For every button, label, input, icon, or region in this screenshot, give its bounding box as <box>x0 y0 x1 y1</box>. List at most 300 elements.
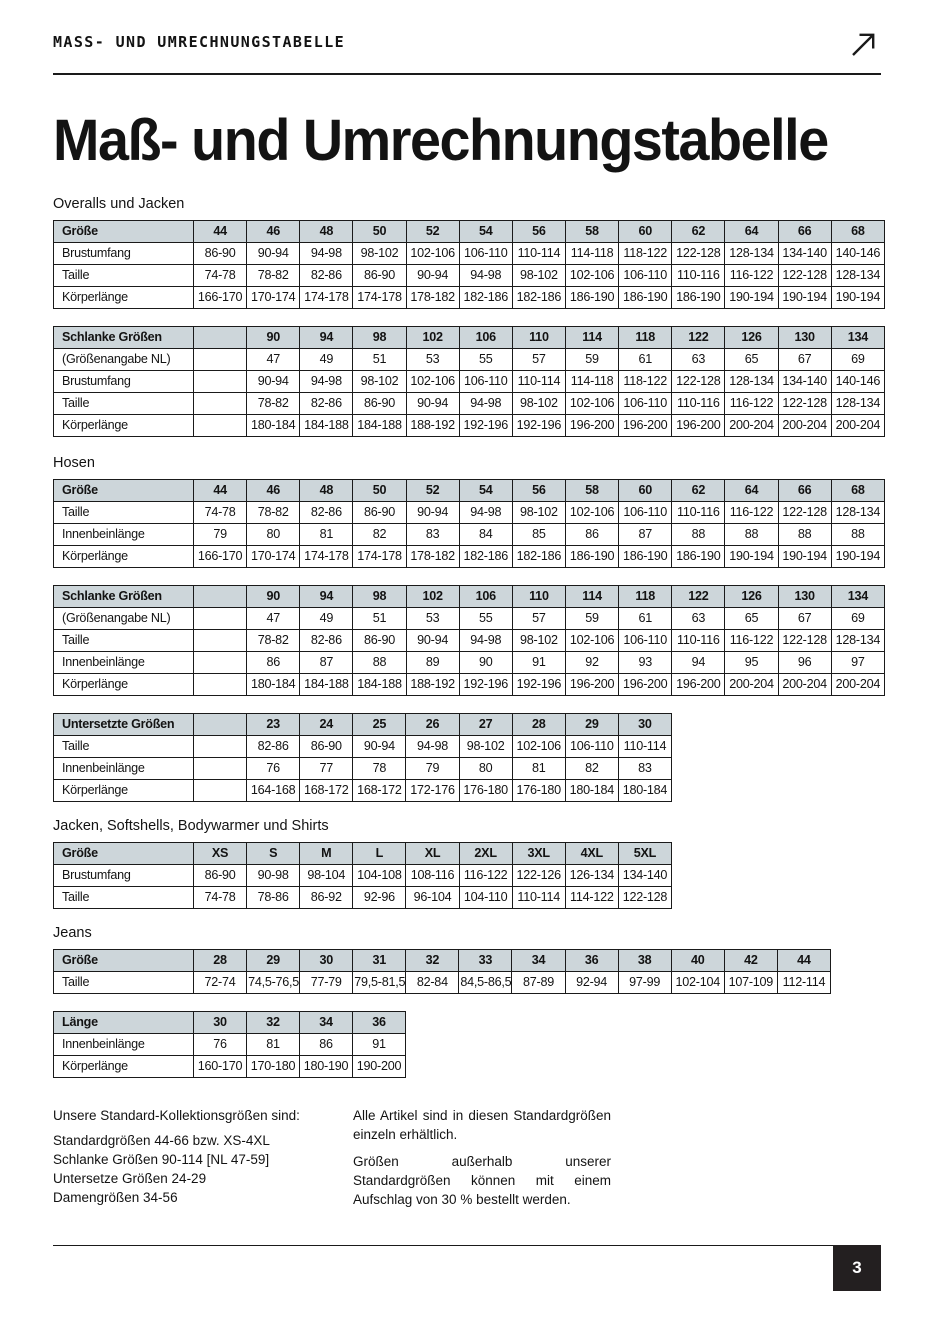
value-cell: 87 <box>300 651 353 673</box>
value-cell: 134-140 <box>778 370 831 392</box>
row-label-cell: Innenbeinlänge <box>54 1033 194 1055</box>
value-cell: 90-98 <box>247 864 300 886</box>
value-cell: 82-86 <box>300 501 353 523</box>
footer-notes <box>53 1106 881 1209</box>
value-cell: 91 <box>512 651 565 673</box>
footer-size-line: Damengrößen 34-56 <box>53 1189 178 1205</box>
size-column-header: 56 <box>512 479 565 501</box>
size-column-header: 29 <box>247 949 300 971</box>
size-column-header: 32 <box>406 949 459 971</box>
size-column-header: 58 <box>565 220 618 242</box>
value-cell: 97 <box>831 651 884 673</box>
value-cell: 88 <box>778 523 831 545</box>
size-column-header: 68 <box>831 479 884 501</box>
table-hosen-slim-sizes <box>53 585 885 696</box>
value-cell: 107-109 <box>724 971 777 993</box>
value-cell: 192-196 <box>459 414 512 436</box>
value-cell: 122-128 <box>672 242 725 264</box>
page-title: Maß- und Umrechnungstabelle <box>53 108 828 173</box>
size-column-header: 25 <box>353 713 406 735</box>
size-column-header: 122 <box>672 585 725 607</box>
value-cell: 91 <box>353 1033 406 1055</box>
size-column-header: 54 <box>459 479 512 501</box>
table-overalls-slim-sizes <box>53 326 885 437</box>
value-cell: 55 <box>459 348 512 370</box>
value-cell: 81 <box>300 523 353 545</box>
value-cell: 184-188 <box>353 673 406 695</box>
value-cell: 63 <box>672 607 725 629</box>
table-row <box>54 370 885 392</box>
row-label-cell: Taille <box>54 971 194 993</box>
table-row <box>54 651 885 673</box>
value-cell: 90-94 <box>247 242 300 264</box>
value-cell: 110-114 <box>618 735 671 757</box>
size-column-header: 50 <box>353 479 406 501</box>
value-cell: 128-134 <box>831 501 884 523</box>
value-cell: 116-122 <box>725 629 778 651</box>
value-cell: 78-86 <box>247 886 300 908</box>
value-cell: 80 <box>247 523 300 545</box>
value-cell: 51 <box>353 607 406 629</box>
value-cell: 98-102 <box>512 264 565 286</box>
value-cell: 98-102 <box>459 735 512 757</box>
size-column-header: 110 <box>512 585 565 607</box>
size-column-header: 3XL <box>512 842 565 864</box>
value-cell: 93 <box>619 651 672 673</box>
size-column-header: 58 <box>565 479 618 501</box>
row-label-header: Größe <box>54 949 194 971</box>
size-column-header: 40 <box>671 949 724 971</box>
size-column-header: 29 <box>565 713 618 735</box>
value-cell: 102-106 <box>565 264 618 286</box>
table-overalls-sizes <box>53 220 885 309</box>
table-jeans-sizes <box>53 949 831 994</box>
value-cell: 174-178 <box>300 286 353 308</box>
table-row <box>54 501 885 523</box>
header-rule <box>53 73 881 75</box>
size-column-header: XS <box>194 842 247 864</box>
value-cell: 182-186 <box>512 286 565 308</box>
table-row <box>54 286 885 308</box>
size-column-header: 68 <box>831 220 884 242</box>
value-cell: 188-192 <box>406 414 459 436</box>
value-cell: 87 <box>619 523 672 545</box>
size-column-header: 48 <box>300 479 353 501</box>
value-cell: 122-128 <box>778 392 831 414</box>
table-row <box>54 779 672 801</box>
value-cell <box>194 651 247 673</box>
value-cell: 122-126 <box>512 864 565 886</box>
size-column-header: 90 <box>247 326 300 348</box>
value-cell: 61 <box>619 348 672 370</box>
value-cell: 102-106 <box>512 735 565 757</box>
value-cell <box>194 779 247 801</box>
value-cell: 128-134 <box>831 629 884 651</box>
value-cell: 79 <box>406 757 459 779</box>
table-row <box>54 971 831 993</box>
row-label-header: Schlanke Größen <box>54 585 194 607</box>
size-column-header: 64 <box>725 479 778 501</box>
row-label-cell: Brustumfang <box>54 864 194 886</box>
value-cell: 90-94 <box>406 629 459 651</box>
value-cell: 192-196 <box>512 414 565 436</box>
value-cell: 98-102 <box>353 370 406 392</box>
table-row <box>54 673 885 695</box>
value-cell: 186-190 <box>672 545 725 567</box>
value-cell: 180-190 <box>300 1055 353 1077</box>
table-header-row <box>54 949 831 971</box>
value-cell: 86-90 <box>353 392 406 414</box>
value-cell: 114-118 <box>565 370 618 392</box>
size-column-header: 94 <box>300 585 353 607</box>
value-cell: 116-122 <box>725 264 778 286</box>
value-cell: 96 <box>778 651 831 673</box>
footer-intro: Unsere Standard-Kollektionsgrößen sind: <box>53 1107 300 1123</box>
value-cell <box>194 370 247 392</box>
table-row <box>54 886 672 908</box>
running-head: MASS- UND UMRECHNUNGSTABELLE <box>53 33 346 51</box>
table-jeans-lengths <box>53 1011 406 1078</box>
table-row <box>54 607 885 629</box>
value-cell: 88 <box>725 523 778 545</box>
size-column-header: 2XL <box>459 842 512 864</box>
table-row <box>54 864 672 886</box>
value-cell: 110-116 <box>672 501 725 523</box>
row-label-cell: Taille <box>54 735 194 757</box>
value-cell: 61 <box>619 607 672 629</box>
value-cell: 188-192 <box>406 673 459 695</box>
value-cell: 94-98 <box>459 264 512 286</box>
size-column-header: 118 <box>619 585 672 607</box>
value-cell: 104-110 <box>459 886 512 908</box>
value-cell: 86-90 <box>194 242 247 264</box>
size-column-header: 33 <box>459 949 512 971</box>
value-cell: 190-194 <box>831 286 884 308</box>
value-cell: 180-184 <box>247 673 300 695</box>
value-cell: 106-110 <box>619 392 672 414</box>
size-column-header: 118 <box>619 326 672 348</box>
value-cell: 92 <box>565 651 618 673</box>
row-label-cell: Körperlänge <box>54 1055 194 1077</box>
table-row <box>54 242 885 264</box>
value-cell: 81 <box>247 1033 300 1055</box>
value-cell <box>194 348 247 370</box>
size-column-header: 66 <box>778 220 831 242</box>
row-label-header: Größe <box>54 842 194 864</box>
value-cell: 86-90 <box>353 264 406 286</box>
section-label-jeans: Jeans <box>53 924 92 941</box>
value-cell: 84,5-86,5 <box>459 971 512 993</box>
footer-rule <box>53 1245 881 1246</box>
footer-note: Alle Artikel sind in diesen Standardgrößen einzeln erhältlich. <box>353 1107 611 1142</box>
value-cell: 180-184 <box>618 779 671 801</box>
size-column-header: 48 <box>300 220 353 242</box>
value-cell: 134-140 <box>778 242 831 264</box>
value-cell: 190-194 <box>725 545 778 567</box>
value-cell: 86-90 <box>353 629 406 651</box>
value-cell: 57 <box>512 348 565 370</box>
value-cell: 90-94 <box>406 501 459 523</box>
value-cell: 98-104 <box>300 864 353 886</box>
size-column-header: 94 <box>300 326 353 348</box>
value-cell: 200-204 <box>778 414 831 436</box>
value-cell: 82-86 <box>300 264 353 286</box>
row-label-cell: Taille <box>54 886 194 908</box>
value-cell: 184-188 <box>353 414 406 436</box>
value-cell: 90-94 <box>247 370 300 392</box>
value-cell: 74-78 <box>194 264 247 286</box>
table-hosen-sizes <box>53 479 885 568</box>
size-column-header <box>194 713 247 735</box>
value-cell: 182-186 <box>512 545 565 567</box>
value-cell: 77 <box>300 757 353 779</box>
value-cell: 118-122 <box>619 242 672 264</box>
table-row <box>54 348 885 370</box>
value-cell: 110-114 <box>512 886 565 908</box>
size-column-header: 106 <box>459 326 512 348</box>
value-cell: 200-204 <box>725 673 778 695</box>
value-cell: 122-128 <box>672 370 725 392</box>
value-cell: 104-108 <box>353 864 406 886</box>
value-cell: 82 <box>565 757 618 779</box>
table-row <box>54 1033 406 1055</box>
row-label-cell: Brustumfang <box>54 370 194 392</box>
value-cell: 76 <box>194 1033 247 1055</box>
value-cell: 106-110 <box>459 370 512 392</box>
value-cell: 90 <box>459 651 512 673</box>
footer-right-column <box>353 1106 611 1209</box>
section-label-jacken: Jacken, Softshells, Bodywarmer und Shirts <box>53 817 329 834</box>
value-cell: 122-128 <box>778 501 831 523</box>
value-cell: 184-188 <box>300 673 353 695</box>
value-cell: 85 <box>512 523 565 545</box>
size-column-header: 62 <box>672 220 725 242</box>
size-column-header: 28 <box>194 949 247 971</box>
value-cell: 78-82 <box>247 392 300 414</box>
value-cell: 122-128 <box>618 886 671 908</box>
value-cell: 196-200 <box>619 414 672 436</box>
value-cell <box>194 392 247 414</box>
value-cell: 102-106 <box>406 370 459 392</box>
value-cell: 65 <box>725 348 778 370</box>
value-cell: 86 <box>247 651 300 673</box>
value-cell: 190-200 <box>353 1055 406 1077</box>
value-cell: 92-96 <box>353 886 406 908</box>
value-cell: 200-204 <box>831 414 884 436</box>
value-cell: 47 <box>247 607 300 629</box>
size-column-header <box>194 326 247 348</box>
value-cell: 116-122 <box>459 864 512 886</box>
value-cell: 102-106 <box>406 242 459 264</box>
size-column-header: 31 <box>353 949 406 971</box>
row-label-cell: Taille <box>54 501 194 523</box>
row-label-cell: Körperlänge <box>54 545 194 567</box>
value-cell: 79 <box>194 523 247 545</box>
page-header <box>53 0 881 62</box>
value-cell: 196-200 <box>565 414 618 436</box>
size-column-header: 24 <box>300 713 353 735</box>
value-cell: 140-146 <box>831 370 884 392</box>
value-cell: 82-86 <box>247 735 300 757</box>
size-column-header: 5XL <box>618 842 671 864</box>
size-column-header: 130 <box>778 326 831 348</box>
value-cell: 94-98 <box>459 501 512 523</box>
value-cell: 170-174 <box>247 286 300 308</box>
size-column-header: 50 <box>353 220 406 242</box>
table-row <box>54 414 885 436</box>
value-cell: 166-170 <box>194 545 247 567</box>
value-cell: 168-172 <box>353 779 406 801</box>
value-cell: 74-78 <box>194 501 247 523</box>
size-column-header: 122 <box>672 326 725 348</box>
value-cell: 134-140 <box>618 864 671 886</box>
value-cell: 88 <box>672 523 725 545</box>
value-cell: 186-190 <box>565 545 618 567</box>
table-hosen-stocky-sizes <box>53 713 672 802</box>
size-column-header: 60 <box>619 220 672 242</box>
value-cell: 178-182 <box>406 286 459 308</box>
value-cell: 196-200 <box>565 673 618 695</box>
size-column-header: 46 <box>247 220 300 242</box>
value-cell: 200-204 <box>725 414 778 436</box>
value-cell: 114-122 <box>565 886 618 908</box>
value-cell: 122-128 <box>778 264 831 286</box>
footer-size-list <box>53 1131 353 1207</box>
value-cell: 86-90 <box>194 864 247 886</box>
value-cell <box>194 757 247 779</box>
value-cell: 192-196 <box>459 673 512 695</box>
value-cell: 122-128 <box>778 629 831 651</box>
value-cell: 200-204 <box>831 673 884 695</box>
value-cell: 74,5-76,5 <box>247 971 300 993</box>
value-cell: 76 <box>247 757 300 779</box>
table-header-row <box>54 585 885 607</box>
row-label-cell: Innenbeinlänge <box>54 651 194 673</box>
size-column-header: 4XL <box>565 842 618 864</box>
value-cell: 174-178 <box>353 286 406 308</box>
value-cell: 166-170 <box>194 286 247 308</box>
size-column-header: 134 <box>831 326 884 348</box>
size-column-header: 44 <box>777 949 830 971</box>
size-column-header: 34 <box>512 949 565 971</box>
size-column-header: 27 <box>459 713 512 735</box>
value-cell: 190-194 <box>778 545 831 567</box>
value-cell: 106-110 <box>619 629 672 651</box>
size-column-header: 102 <box>406 585 459 607</box>
size-column-header: 64 <box>725 220 778 242</box>
section-label-hosen: Hosen <box>53 454 95 471</box>
value-cell: 110-114 <box>512 242 565 264</box>
value-cell: 94-98 <box>406 735 459 757</box>
value-cell: 170-174 <box>247 545 300 567</box>
value-cell <box>194 673 247 695</box>
value-cell: 106-110 <box>619 501 672 523</box>
size-column-header: 46 <box>247 479 300 501</box>
value-cell: 92-94 <box>565 971 618 993</box>
size-column-header: 28 <box>512 713 565 735</box>
value-cell: 186-190 <box>619 545 672 567</box>
size-column-header: 32 <box>247 1011 300 1033</box>
page-number-badge: 3 <box>833 1245 881 1291</box>
value-cell: 87-89 <box>512 971 565 993</box>
value-cell: 89 <box>406 651 459 673</box>
value-cell: 81 <box>512 757 565 779</box>
row-label-cell: (Größenangabe NL) <box>54 607 194 629</box>
size-column-header: 126 <box>725 585 778 607</box>
size-column-header: 130 <box>778 585 831 607</box>
value-cell: 57 <box>512 607 565 629</box>
value-cell: 110-116 <box>672 629 725 651</box>
size-column-header: 98 <box>353 326 406 348</box>
table-row <box>54 629 885 651</box>
value-cell: 164-168 <box>247 779 300 801</box>
row-label-cell: Körperlänge <box>54 779 194 801</box>
table-row <box>54 392 885 414</box>
value-cell: 186-190 <box>672 286 725 308</box>
row-label-cell: Taille <box>54 629 194 651</box>
size-column-header: 34 <box>300 1011 353 1033</box>
size-column-header: 90 <box>247 585 300 607</box>
value-cell: 128-134 <box>831 264 884 286</box>
value-cell <box>194 414 247 436</box>
value-cell: 116-122 <box>725 392 778 414</box>
size-column-header: 52 <box>406 220 459 242</box>
value-cell <box>194 607 247 629</box>
value-cell: 176-180 <box>459 779 512 801</box>
size-column-header: L <box>353 842 406 864</box>
value-cell: 78 <box>353 757 406 779</box>
value-cell: 192-196 <box>512 673 565 695</box>
value-cell: 78-82 <box>247 629 300 651</box>
value-cell: 170-180 <box>247 1055 300 1077</box>
row-label-header: Größe <box>54 220 194 242</box>
row-label-cell: Brustumfang <box>54 242 194 264</box>
table-row <box>54 735 672 757</box>
footer-size-line: Standardgrößen 44-66 bzw. XS-4XL <box>53 1132 270 1148</box>
value-cell: 186-190 <box>565 286 618 308</box>
value-cell: 98-102 <box>512 501 565 523</box>
value-cell: 160-170 <box>194 1055 247 1077</box>
table-row <box>54 523 885 545</box>
value-cell: 174-178 <box>300 545 353 567</box>
size-column-header: 38 <box>618 949 671 971</box>
value-cell: 110-114 <box>512 370 565 392</box>
value-cell: 196-200 <box>672 673 725 695</box>
value-cell: 55 <box>459 607 512 629</box>
value-cell: 49 <box>300 348 353 370</box>
size-column-header: 30 <box>300 949 353 971</box>
value-cell: 82 <box>353 523 406 545</box>
size-column-header: 106 <box>459 585 512 607</box>
value-cell: 74-78 <box>194 886 247 908</box>
value-cell: 82-86 <box>300 629 353 651</box>
value-cell: 82-84 <box>406 971 459 993</box>
value-cell: 77-79 <box>300 971 353 993</box>
value-cell: 78-82 <box>247 501 300 523</box>
value-cell: 116-122 <box>725 501 778 523</box>
value-cell: 69 <box>831 607 884 629</box>
value-cell: 78-82 <box>247 264 300 286</box>
row-label-cell: Taille <box>54 264 194 286</box>
size-column-header: 36 <box>353 1011 406 1033</box>
value-cell: 53 <box>406 348 459 370</box>
value-cell: 126-134 <box>565 864 618 886</box>
footer-note: Größen außerhalb unserer Standardgrößen können mit einem Aufschlag von 30 % bestellt werden. <box>353 1153 611 1207</box>
size-column-header: 60 <box>619 479 672 501</box>
value-cell: 186-190 <box>619 286 672 308</box>
value-cell: 174-178 <box>353 545 406 567</box>
value-cell: 182-186 <box>459 286 512 308</box>
